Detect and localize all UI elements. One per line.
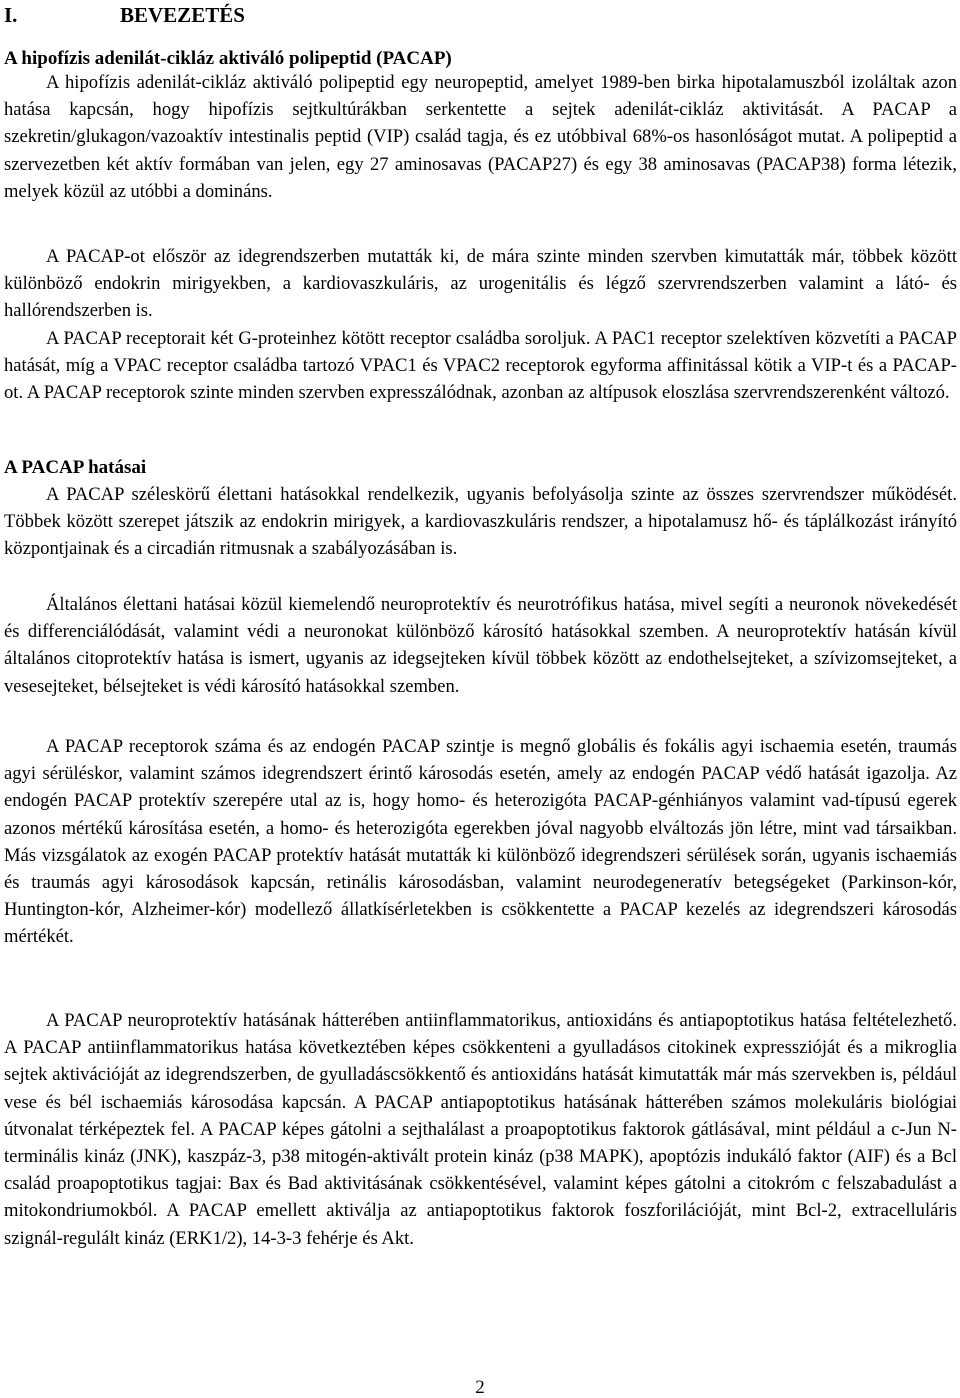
chapter-number: I. [4,3,18,27]
paragraph-effects-overview: A PACAP széleskörű élettani hatásokkal rendelkezik, ugyanis befolyásolja szinte az összes szervrendszer működését. Többek között szerepet játszik az endokrin mirigyek, a kardiovaszkuláris rendszer, a hipotalamusz hő- és táplálkozást irányító központjainak és a circadián ritmusnak a szabályozásában is. [4,484,957,560]
chapter-title: BEVEZETÉS [120,3,245,27]
paragraph-endogenous-pacap: A PACAP receptorok száma és az endogén PACAP szintje is megnő globális és fokális agyi ischaemia esetén, traumás agyi sérüléskor, valamint számos idegrendszert érintő károsodás esetén, amely az endogén PACAP védő hatását igazolja. Az endogén PACAP protektív szerepére utal az is, hogy homo- és heterozigóta PACAP-génhiányos valamint vad-típusú egerek azonos mértékű károsítása esetén, a homo- és heterozigóta egerekben jóval nagyobb elváltozás jön létre, mint vad társaikban. Más vizsgálatok az exogén PACAP protektív hatását mutatták ki különböző idegrendszeri sérülések során, ugyanis ischaemiás és traumás agyi károsodások kapcsán, retinális károsodásban, valamint neurodegeneratív betegségeket (Parkinson-kór, Huntington-kór, Alzheimer-kór) modellező állatkísérletekben is csökkentette a PACAP kezelés az idegrendszeri károsodás mértékét. [4,736,957,948]
paragraph-mechanisms: A PACAP neuroprotektív hatásának hátterében antiinflammatorikus, antioxidáns és antiapoptotikus hatása feltételezhető. A PACAP antiinflammatorikus hatása következtében képes csökkenteni a gyulladásos citokinek expresszióját és a mikroglia sejtek aktivációját az idegrendszerben, de gyulladáscsökkentő és antioxidáns hatását kimutatták már más szervekben is, például vese és bél ischaemiás károsodása kapcsán. A PACAP antiapoptotikus hatásának hátterében számos molekuláris biológiai útvonalat térképeztek fel. A PACAP képes gátolni a sejthalálast a proapoptotikus faktorok gátlásával, mint például a c-Jun N-terminális kináz (JNK), kaszpáz-3, p38 mitogén-aktivált protein kináz (p38 MAPK), apoptózis indukáló faktor (AIF) és a Bcl család proapoptotikus tagjai: Bax és Bad aktivitásának csökkentésével, valamint képes gátolni a citokróm c felszabadulást a mitokondriumokból. A PACAP emellett aktiválja az antiapoptotikus faktorok foszforilációját, mint Bcl-2, extracelluláris szignál-regulált kináz (ERK1/2), 14-3-3 fehérje és Akt. [4,1010,957,1249]
chapter-heading [4,2,245,28]
paragraph-intro: A hipofízis adenilát-cikláz aktiváló polipeptid egy neuropeptid, amelyet 1989-ben birka hipotalamuszból izoláltak azon hatása kapcsán, hogy hipofízis sejtkultúrákban serkentette a sejtek adenilát-cikláz aktivitását. A PACAP a szekretin/glukagon/vazoaktív intestinalis peptid (VIP) család tagja, és ez utóbbival 68%-os hasonlóságot mutat. A polipeptid a szervezetben két aktív formában van jelen, egy 27 aminosavas (PACAP27) és egy 38 aminosavas (PACAP38) forma létezik, melyek közül az utóbbi a domináns. [4,72,957,202]
section-heading-effects: A PACAP hatásai [4,457,147,478]
paragraph-receptors: A PACAP receptorait két G-proteinhez kötött receptor családba soroljuk. A PAC1 receptor szelektíven közvetíti a PACAP hatását, míg a VPAC receptor családba tartozó VPAC1 és VPAC2 receptorok egyforma affinitással kötik a VIP-t és a PACAP-ot. A PACAP receptorok szinte minden szervben expresszálódnak, azonban az altípusok eloszlása szervrendszerenként változó. [4,328,957,404]
paragraph-distribution: A PACAP-ot először az idegrendszerben mutatták ki, de mára szinte minden szervben kimutatták már, többek között különböző endokrin mirigyekben, a kardiovaszkuláris, az urogenitális és légző szervrendszerben valamint a látó- és hallórendszerben is. [4,246,957,322]
page-number: 2 [475,1377,485,1398]
paragraph-neuroprotection: Általános élettani hatásai közül kiemelendő neuroprotektív és neurotrófikus hatása, mivel segíti a neuronok növekedését és differenciálódását, valamint védi a neuronokat különböző károsító hatásokkal szemben. A neuroprotektív hatásán kívül általános citoprotektív hatása is ismert, ugyanis az idegsejteken kívül többek között az endothelsejteket, a szívizomsejteket, a vesesejteket, bélsejteket is védi károsító hatásokkal szemben. [4,594,957,697]
section-heading-pacap: A hipofízis adenilát-cikláz aktiváló polipeptid (PACAP) [4,48,452,69]
